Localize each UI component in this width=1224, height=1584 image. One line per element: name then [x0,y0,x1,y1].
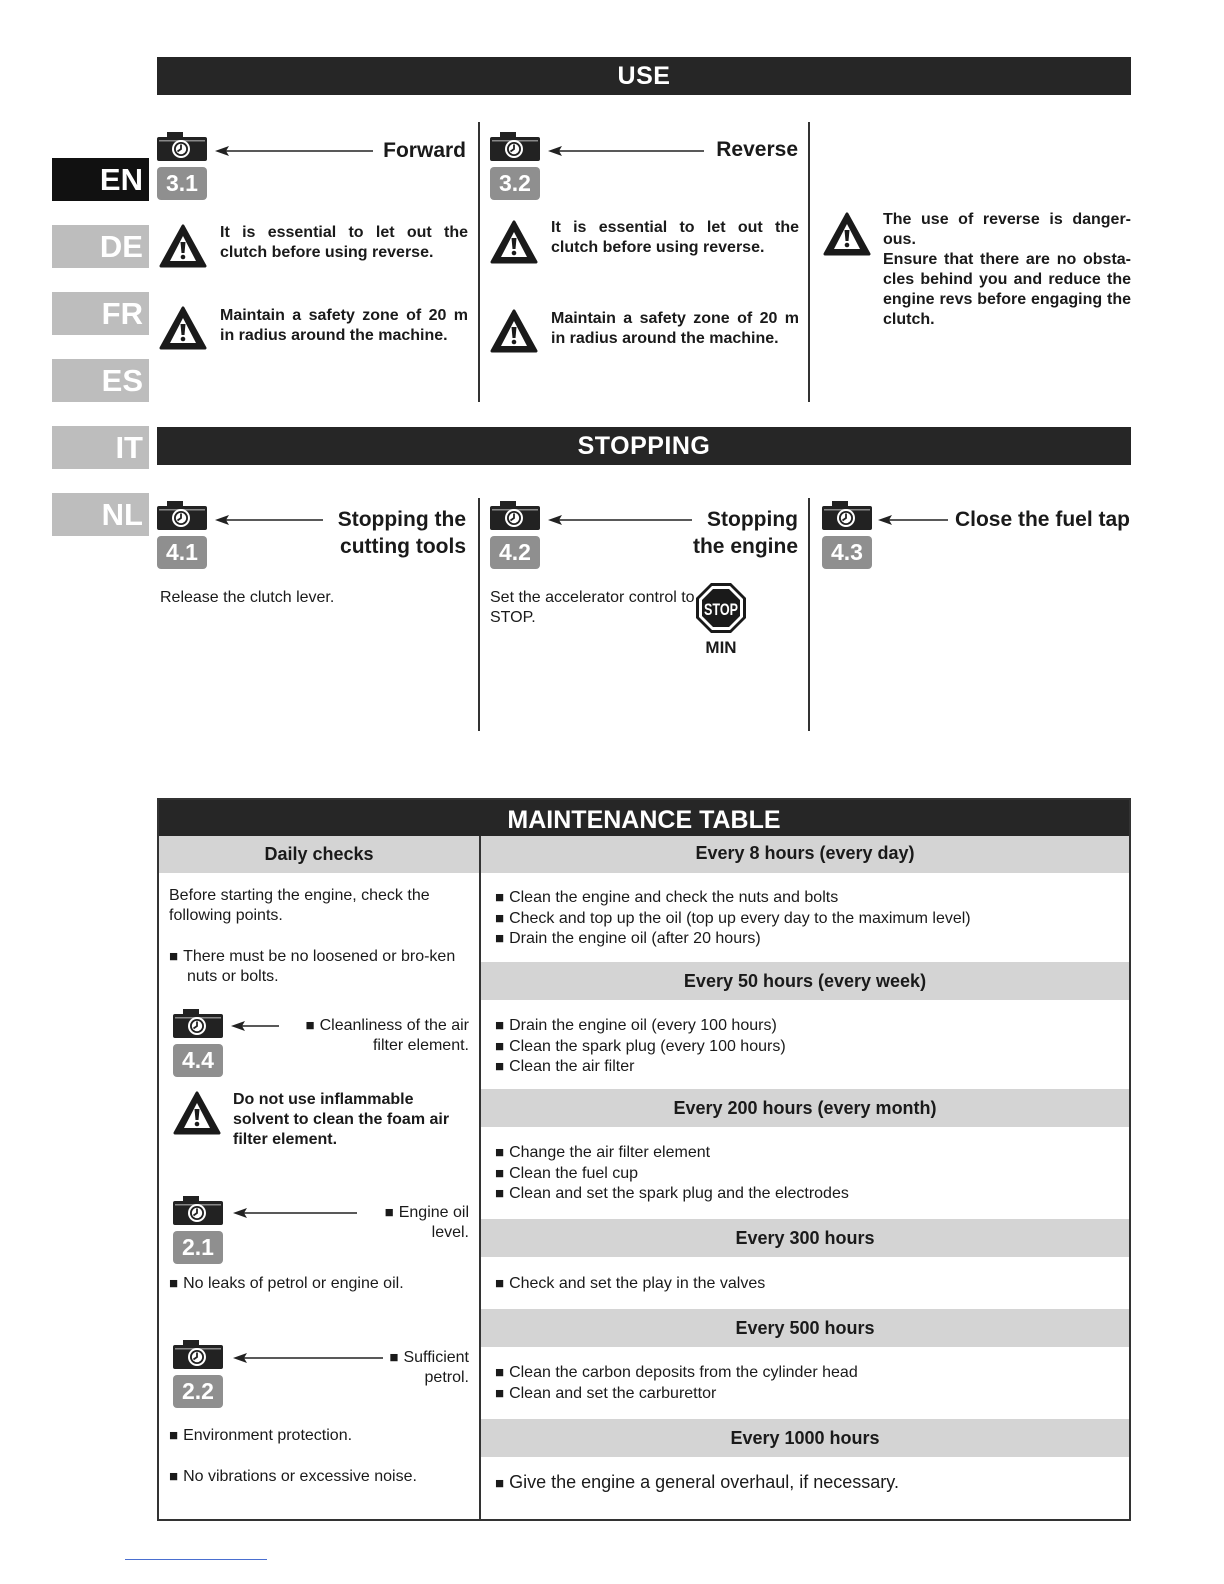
close-fuel-tap-title: Close the fuel tap [954,508,1130,531]
daily-check-oil-level: ■ Engine oil level. [365,1203,469,1243]
camera-icon [490,132,540,161]
interval-list-200h [495,1143,1115,1205]
daily-intro: Before starting the engine, check the following points. [169,887,430,924]
figure-badge-3-1: 3.1 [157,167,207,200]
interval-list-500h [495,1363,1115,1404]
column-divider [808,498,810,731]
maintenance-table [157,798,1131,1521]
camera-icon [157,501,207,530]
arrow-left-icon [878,514,948,526]
warning-icon [159,306,207,350]
stop-sign-icon [695,582,747,634]
forward-title: Forward [383,139,466,162]
daily-check-vibrations: ■ No vibrations or excessive noise. [169,1467,469,1487]
solvent-warning: Do not use inflammable solvent to clean the foam air filter element. [233,1091,450,1148]
daily-check-nuts-bolts: ■ There must be no loosened or bro-ken nuts or bolts. [169,947,469,987]
warning-icon [823,212,871,256]
language-tab-it[interactable]: IT [52,426,149,469]
stopping-heading: STOPPING [157,427,1131,465]
figure-badge-4-3: 4.3 [822,536,872,569]
daily-check-leaks: ■ No leaks of petrol or engine oil. [169,1274,469,1294]
daily-check-environment: ■ Environment protection. [169,1426,469,1446]
interval-heading-300h: Every 300 hours [481,1219,1129,1257]
list-item: ■ Check and top up the oil (top up every day to the maximum level) [495,909,1115,930]
column-divider [478,498,480,731]
warning-text: It is essential to let out the clutch before using reverse. [220,224,468,261]
arrow-left-icon [231,1020,279,1032]
stopping-cutting-tools-title: Stopping the cutting tools [337,508,466,558]
warning-icon [159,224,207,268]
stop-caption: MIN [705,638,737,657]
arrow-left-icon [233,1207,357,1219]
list-item: ■ Check and set the play in the valves [495,1274,1115,1295]
figure-badge-2-1: 2.1 [173,1231,223,1264]
figure-badge-4-2: 4.2 [490,536,540,569]
figure-badge-3-2: 3.2 [490,167,540,200]
arrow-left-icon [233,1352,383,1364]
list-item: ■ Clean the carbon deposits from the cylinder head [495,1363,1115,1384]
interval-list-8h [495,888,1115,950]
column-divider [808,122,810,402]
interval-heading-500h: Every 500 hours [481,1309,1129,1347]
stopping-engine-title: Stopping the engine [692,508,798,558]
figure-badge-4-1: 4.1 [157,536,207,569]
language-tab-es[interactable]: ES [52,359,149,402]
reverse-title: Reverse [716,138,798,161]
arrow-left-icon [548,145,704,157]
list-item: ■ Clean the air filter [495,1057,1115,1078]
arrow-left-icon [548,514,692,526]
reverse-danger-note: The use of reverse is danger-ous. Ensure that there are no obsta-cles behind you and reduce the engine revs before engaging the clutch. [883,211,1131,328]
list-item: ■ Give the engine a general overhaul, if necessary. [495,1472,1115,1495]
interval-heading-200h: Every 200 hours (every month) [481,1089,1129,1127]
camera-icon [157,132,207,161]
interval-heading-8h: Every 8 hours (every day) [481,836,1129,873]
camera-icon [173,1009,223,1038]
list-item: ■ Clean the engine and check the nuts and bolts [495,888,1115,909]
list-item: ■ Drain the engine oil (every 100 hours) [495,1016,1115,1037]
warning-text: Maintain a safety zone of 20 m in radius around the machine. [551,310,799,347]
daily-check-air-filter: ■ Cleanliness of the air filter element. [287,1016,469,1056]
interval-heading-50h: Every 50 hours (every week) [481,962,1129,1000]
arrow-left-icon [215,145,373,157]
interval-list-300h [495,1274,1115,1295]
camera-icon [822,501,872,530]
list-item: ■ Clean and set the spark plug and the electrodes [495,1184,1115,1205]
figure-badge-4-4: 4.4 [173,1044,223,1077]
language-tab-de[interactable]: DE [52,225,149,268]
interval-list-1000h [495,1472,1115,1495]
figure-badge-2-2: 2.2 [173,1375,223,1408]
camera-icon [173,1340,223,1369]
interval-heading-1000h: Every 1000 hours [481,1419,1129,1457]
language-tab-fr[interactable]: FR [52,292,149,335]
daily-check-petrol: ■ Sufficient petrol. [381,1348,469,1388]
list-item: ■ Clean the fuel cup [495,1164,1115,1185]
page-rule [125,1559,267,1560]
maintenance-table-heading: MAINTENANCE TABLE [159,800,1129,836]
list-item: ■ Clean and set the carburettor [495,1384,1115,1405]
language-tab-en[interactable]: EN [52,158,149,201]
language-tab-nl[interactable]: NL [52,493,149,536]
stopping-cutting-tools-text: Release the clutch lever. [160,589,335,606]
list-item: ■ Clean the spark plug (every 100 hours) [495,1037,1115,1058]
stopping-engine-text: Set the accelerator control to STOP. [490,589,695,626]
warning-text: It is essential to let out the clutch before using reverse. [551,219,799,256]
use-heading: USE [157,57,1131,95]
daily-checks-heading: Daily checks [159,836,479,873]
interval-list-50h [495,1016,1115,1078]
column-divider [478,122,480,402]
camera-icon [173,1196,223,1225]
list-item: ■ Change the air filter element [495,1143,1115,1164]
list-item: ■ Drain the engine oil (after 20 hours) [495,929,1115,950]
warning-icon [490,309,538,353]
camera-icon [490,501,540,530]
warning-icon [490,220,538,264]
warning-icon [173,1091,221,1135]
arrow-left-icon [215,514,323,526]
stop-sign-label: STOP [704,600,738,619]
warning-text: Maintain a safety zone of 20 m in radius around the machine. [220,307,468,344]
